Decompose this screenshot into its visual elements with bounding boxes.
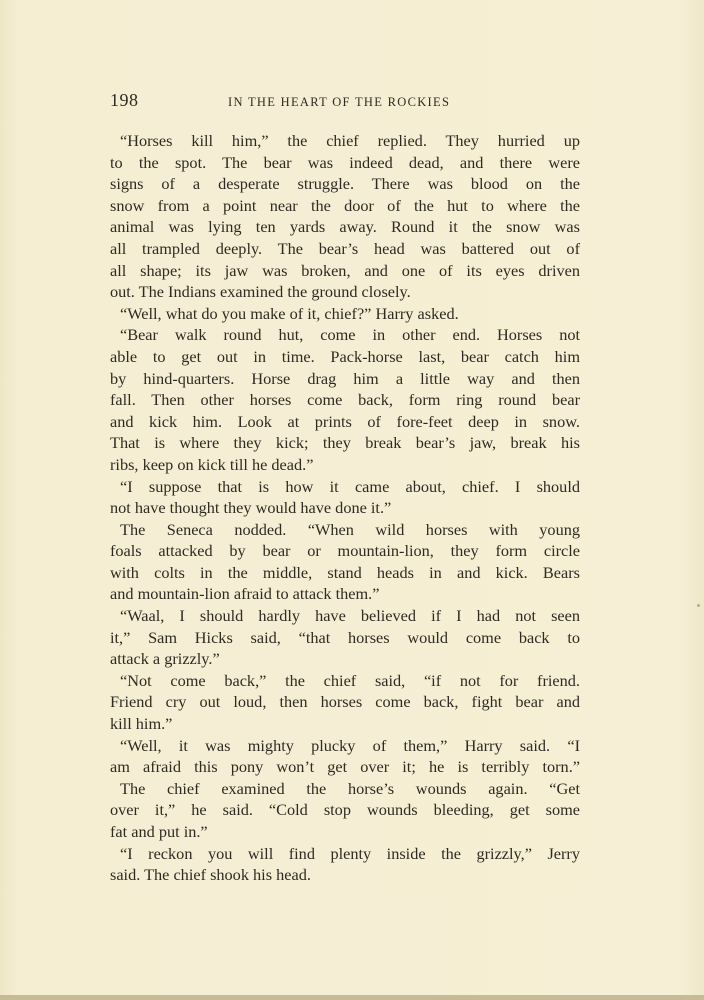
text-line: all trampled deeply. The bear’s head was battered out of <box>110 238 580 258</box>
text-line: foals attacked by bear or mountain-lion, they form circle <box>110 541 580 561</box>
text-line: able to get out in time. Pack-horse last, bear catch him <box>110 346 580 366</box>
text-line: all shape; its jaw was broken, and one of its eyes driven <box>110 260 580 280</box>
text-line: The Seneca nodded. “When wild horses with young <box>120 519 580 539</box>
text-line: “Well, it was mighty plucky of them,” Harry said. “I <box>120 735 580 755</box>
text-line: not have thought they would have done it.” <box>110 498 392 518</box>
page-bottom-edge <box>0 995 704 1000</box>
body-text <box>110 130 580 886</box>
text-line: it,” Sam Hicks said, “that horses would come back to <box>110 627 580 647</box>
text-line: That is where they kick; they break bear’s jaw, break his <box>110 433 580 453</box>
text-line: by hind-quarters. Horse drag him a little way and then <box>110 368 580 388</box>
text-line: “Not come back,” the chief said, “if not for friend. <box>120 670 580 690</box>
text-line: “Horses kill him,” the chief replied. They hurried up <box>120 131 580 150</box>
text-line: fat and put in.” <box>110 822 208 841</box>
text-line: The chief examined the horse’s wounds again. “Get <box>120 778 580 798</box>
text-line: animal was lying ten yards away. Round it the snow was <box>110 217 580 237</box>
text-line: “Bear walk round hut, come in other end. Horses not <box>120 325 580 345</box>
text-line: signs of a desperate struggle. There was blood on the <box>110 174 580 194</box>
text-line: to the spot. The bear was indeed dead, and there were <box>110 152 580 172</box>
text-line: with colts in the middle, stand heads in and kick. Bears <box>110 562 580 582</box>
text-line: Friend cry out loud, then horses come back, fight bear and <box>110 692 580 712</box>
text-line: said. The chief shook his head. <box>110 865 311 885</box>
text-line: kill him.” <box>110 714 173 734</box>
text-line: attack a grizzly.” <box>110 649 220 669</box>
running-head: IN THE HEART OF THE ROCKIES <box>228 95 451 109</box>
text-line: “I suppose that is how it came about, chief. I should <box>120 476 580 496</box>
text-line: and mountain-lion afraid to attack them.” <box>110 584 380 604</box>
text-line: ribs, keep on kick till he dead.” <box>110 454 314 474</box>
text-line: fall. Then other horses come back, form ring round bear <box>110 390 580 410</box>
page-header <box>110 90 586 116</box>
text-line: “Waal, I should hardly have believed if I had not seen <box>120 606 580 626</box>
text-line: “Well, what do you make of it, chief?” Harry asked. <box>120 303 459 323</box>
text-line: over it,” he said. “Cold stop wounds bleeding, get some <box>110 800 580 820</box>
text-line: “I reckon you will find plenty inside the grizzly,” Jerry <box>120 843 580 863</box>
text-line: out. The Indians examined the ground closely. <box>110 282 411 302</box>
text-line: am afraid this pony won’t get over it; he is terribly torn.” <box>110 757 580 777</box>
page-number: 198 <box>110 90 139 110</box>
margin-speck <box>697 604 700 607</box>
text-line: snow from a point near the door of the hut to where the <box>110 195 580 215</box>
text-line: and kick him. Look at prints of fore-feet deep in snow. <box>110 411 580 431</box>
